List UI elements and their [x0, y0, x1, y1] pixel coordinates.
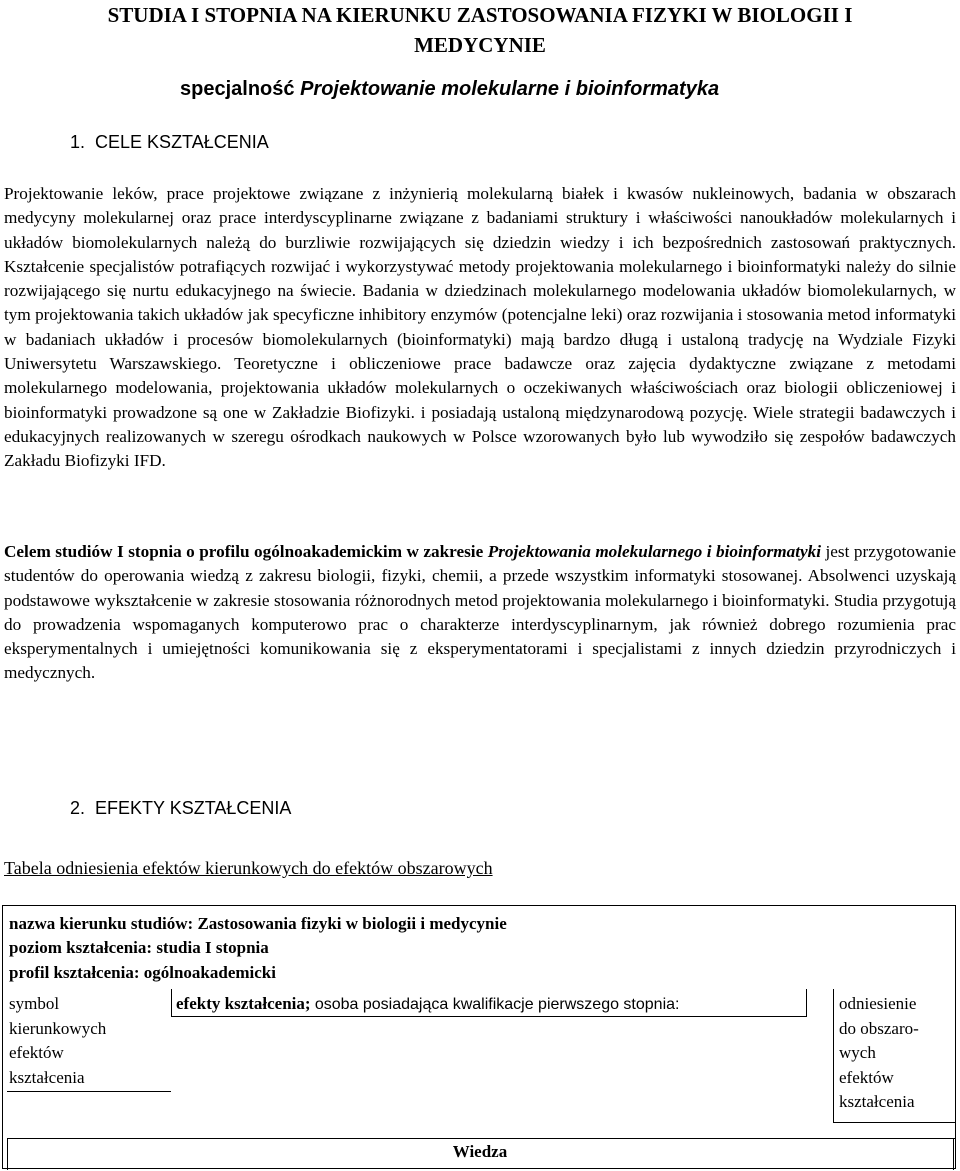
col1-underline	[7, 1091, 171, 1092]
paragraph-2-rest: jest przygotowanie studentów do operowania wiedzą z zakresu biologii, fizyki, chemii, a przede wszystkim informatyki stosowanej. Absolwenci uzyskają podstawowe wykształcenie w zakresie stosowania różnorodnych metod projektowania molekularnego i bioinformatyki. Studia przygotują do prowadzenia wspomaganych komputerowo prac o charakterze interdyscyplinarnym, jak również dobrego rozumienia prac eksperymentalnych i umiejętności komunikowania się z eksperymentatorami i specjalistami z innych dziedzin przyrodniczych i medycznych.	[4, 542, 957, 683]
col3-line: kształcenia	[839, 1092, 915, 1111]
section-1-title: CELE KSZTAŁCENIA	[95, 132, 269, 152]
col3-line: wych	[839, 1043, 876, 1062]
table-field-level: poziom kształcenia: studia I stopnia	[9, 938, 269, 957]
section-1-heading	[70, 132, 269, 153]
col3-line: efektów	[839, 1067, 894, 1087]
specialization-line	[180, 78, 719, 101]
goals-paragraph-2	[4, 540, 956, 686]
section-2-title: EFEKTY KSZTAŁCENIA	[95, 798, 292, 818]
col1-line: kształcenia	[9, 1067, 85, 1087]
page-title	[0, 0, 960, 60]
title-line-2: MEDYCYNIE	[414, 33, 546, 57]
col3-left-border	[833, 989, 834, 1123]
col1-line: efektów	[9, 1043, 64, 1062]
table-field-program: nazwa kierunku studiów: Zastosowania fizyki w biologii i medycynie	[9, 914, 507, 933]
col1-line: symbol	[9, 994, 60, 1013]
col3-line: do obszaro-	[839, 1018, 919, 1038]
section-1-number: 1.	[70, 132, 86, 152]
col2-left-border	[171, 989, 172, 1017]
section-row-top-border	[7, 1138, 955, 1139]
table-title: Tabela odniesienia efektów kierunkowych do efektów obszarowych	[4, 858, 493, 878]
col2-right-border	[806, 989, 807, 1017]
spec-prefix: specjalność	[180, 78, 295, 100]
column-header-effects	[176, 992, 806, 1018]
col3-line: odniesienie	[839, 994, 917, 1013]
section-row-knowledge: Wiedza	[452, 1142, 508, 1161]
effects-table	[2, 905, 956, 1169]
section-2-heading	[70, 798, 291, 819]
col1-line: kierunkowych	[9, 1018, 107, 1038]
column-header-symbol	[9, 992, 169, 1090]
paragraph-2-italic: Projektowania molekularnego i bioinformatyki	[487, 542, 822, 561]
spec-name: Projektowanie molekularne i bioinformatyka	[300, 78, 720, 100]
column-header-reference	[839, 992, 954, 1115]
effects-description: osoba posiadająca kwalifikacje pierwszego stopnia:	[314, 996, 680, 1013]
goals-paragraph-1: Projektowanie leków, prace projektowe związane z inżynierią molekularną białek i kwasów nukleinowych, badania w obszarach medycyny molekularnej oraz prace interdyscyplinarne związane z badaniami struktury i właściwości nanoukładów molekularnych i układów biomolekularnych należą do burzliwie rozwijających się dziedzin wiedzy i ich bezpośrednich zastosowań praktycznych. Kształcenie specjalistów potrafiących rozwijać i wykorzystywać metody projektowania molekularnego i bioinformatyki należy do silnie rozwijającego się nurtu edukacyjnego na świecie. Badania w dziedzinach molekularnego modelowania układów biomolekularnych, w tym projektowania takich układów jak specyficzne inhibitory enzymów (potencjalne leki) oraz rozwijania i stosowania metod informatyki w badaniach układów i procesów biomolekularnych (bioinformatyki) mają bardzo długą i ustaloną tradycję na Wydziale Fizyki Uniwersytetu Warszawskiego. Teoretyczne i obliczeniowe prace badawcze oraz zajęcia dydaktyczne związane z metodami molekularnego modelowania, projektowania układów molekularnych o oczekiwanych właściwościach oraz biologii obliczeniowej i bioinformatyki prowadzone są one w Zakładzie Biofizyki. i posiadają ustaloną międzynarodową pozycję. Wiele strategii badawczych i edukacyjnych realizowanych w szeregu ośrodkach naukowych w Polsce wzorowanych było lub wywodziło się zespołów badawczych Zakładu Biofizyki IFD.	[4, 184, 956, 471]
section-2-number: 2.	[70, 798, 86, 818]
effects-label: efekty kształcenia;	[176, 994, 311, 1013]
paragraph-2-lead: Celem studiów I stopnia o profilu ogólnoakademickim w zakresie	[4, 542, 484, 561]
col3-underline	[833, 1122, 955, 1123]
title-line-1: STUDIA I STOPNIA NA KIERUNKU ZASTOSOWANIA FIZYKI W BIOLOGII I	[107, 3, 853, 27]
table-field-profile: profil kształcenia: ogólnoakademicki	[9, 963, 276, 982]
